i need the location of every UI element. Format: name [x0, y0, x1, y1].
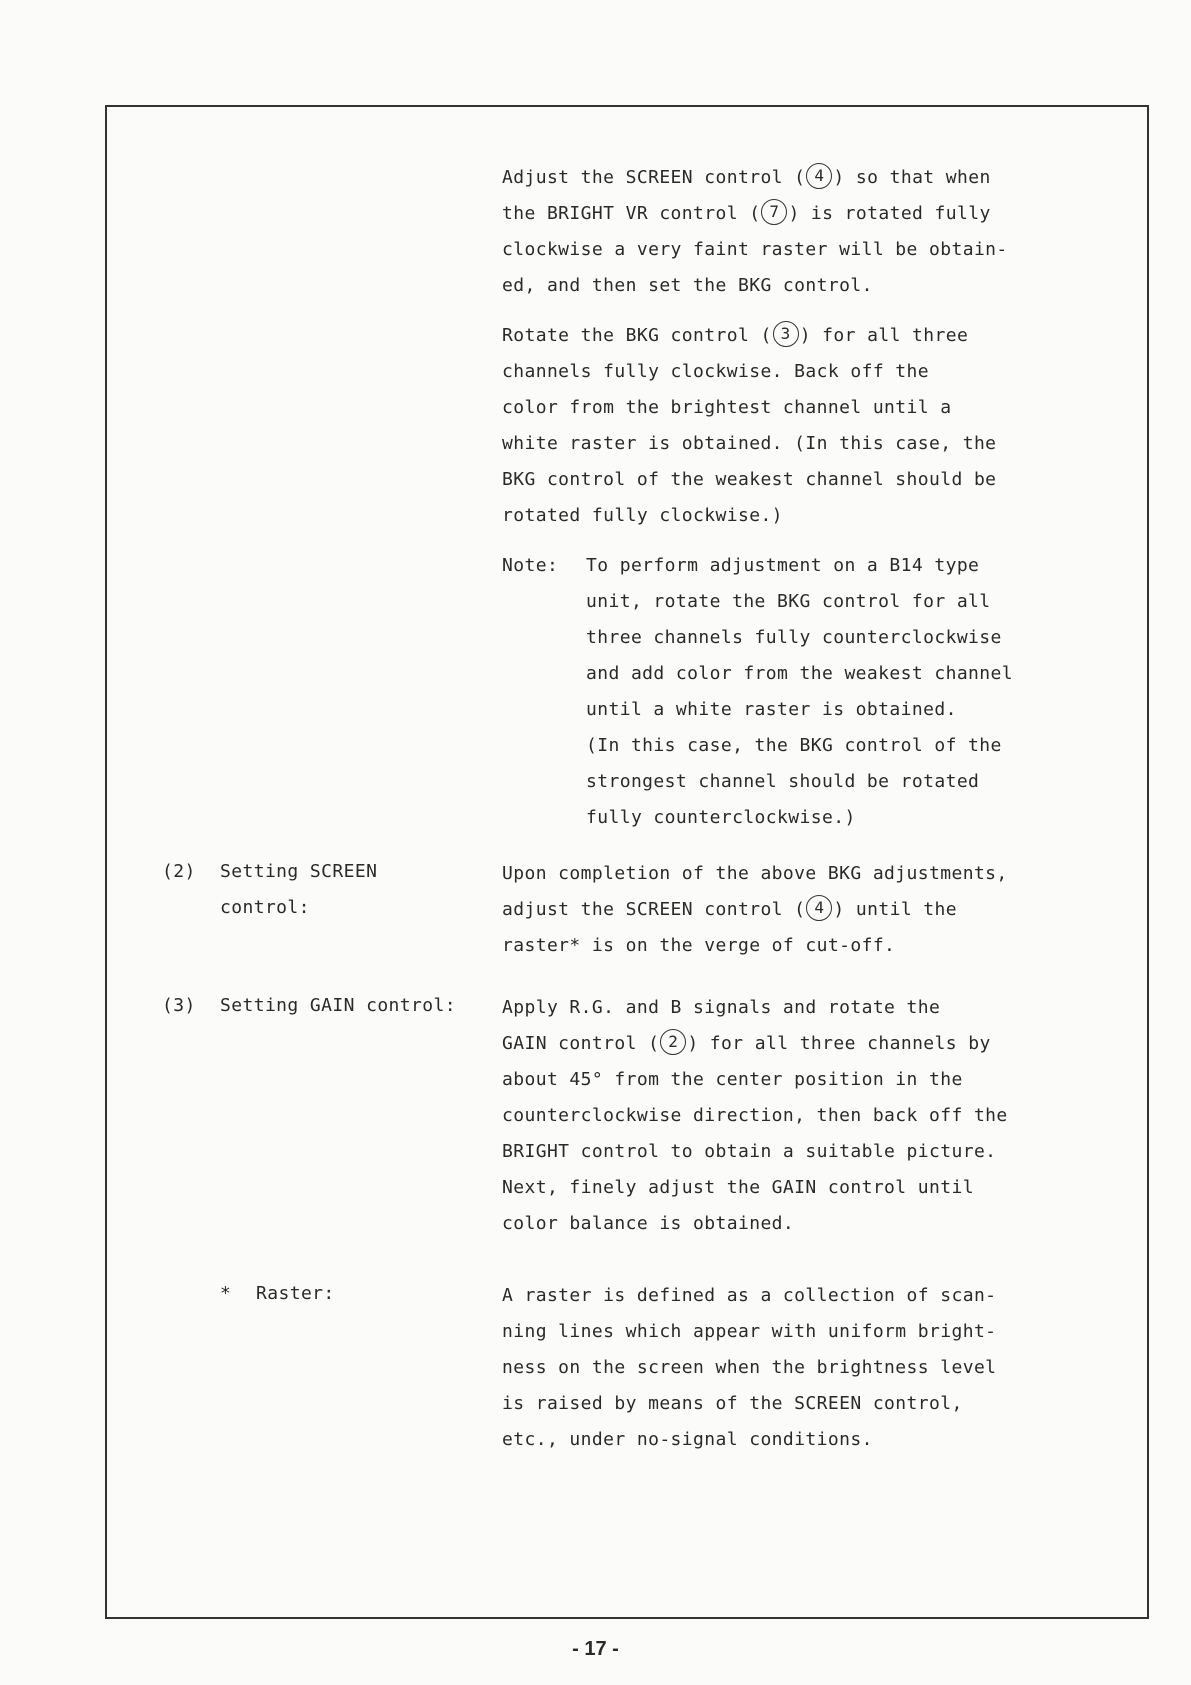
- text-line: and add color from the weakest channel: [586, 663, 1014, 684]
- text-line: the BRIGHT VR control ( 7 ) is rotated fully: [502, 196, 1008, 232]
- callout-number-icon: 3: [773, 321, 799, 347]
- text-line: GAIN control ( 2 ) for all three channels by: [502, 1026, 1008, 1062]
- text-line: color balance is obtained.: [502, 1213, 795, 1234]
- text-line: To perform adjustment on a B14 type: [586, 555, 980, 576]
- text-line: unit, rotate the BKG control for all: [586, 591, 991, 612]
- text-line: until a white raster is obtained.: [586, 699, 957, 720]
- text-line: etc., under no-signal conditions.: [502, 1429, 873, 1450]
- text-line: white raster is obtained. (In this case, the: [502, 433, 997, 454]
- footnote-term: Raster:: [256, 1283, 335, 1304]
- text-line: Next, finely adjust the GAIN control until: [502, 1177, 974, 1198]
- text-line: BKG control of the weakest channel should be: [502, 469, 997, 490]
- text-line: strongest channel should be rotated: [586, 771, 980, 792]
- text-line: clockwise a very faint raster will be obtain-: [502, 239, 1008, 260]
- section-heading: [220, 854, 377, 926]
- bkg-paragraph: [502, 318, 996, 534]
- text-line: Upon completion of the above BKG adjustments,: [502, 863, 1008, 884]
- text-line: A raster is defined as a collection of scan-: [502, 1285, 997, 1306]
- footnote-marker: *: [220, 1283, 232, 1304]
- callout-number-icon: 4: [806, 895, 832, 921]
- text-line: ning lines which appear with uniform bright-: [502, 1321, 997, 1342]
- note-label: Note:: [502, 555, 559, 576]
- callout-number-icon: 7: [761, 199, 787, 225]
- text-line: Rotate the BKG control ( 3 ) for all three: [502, 318, 996, 354]
- intro-paragraph: [502, 160, 1008, 304]
- text-line: three channels fully counterclockwise: [586, 627, 1002, 648]
- text-line: ness on the screen when the brightness level: [502, 1357, 997, 1378]
- callout-number-icon: 2: [660, 1029, 686, 1055]
- footnote-body: [502, 1278, 996, 1458]
- text-line: BRIGHT control to obtain a suitable picture.: [502, 1141, 997, 1162]
- callout-number-icon: 4: [806, 163, 832, 189]
- text-line: channels fully clockwise. Back off the: [502, 361, 930, 382]
- text-line: color from the brightest channel until a: [502, 397, 952, 418]
- heading-line: Setting SCREEN: [220, 861, 378, 882]
- text-line: is raised by means of the SCREEN control,: [502, 1393, 963, 1414]
- section-body: [502, 990, 1008, 1242]
- text-line: (In this case, the BKG control of the: [586, 735, 1002, 756]
- text-line: rotated fully clockwise.): [502, 505, 783, 526]
- text-line: raster* is on the verge of cut-off.: [502, 935, 896, 956]
- text-line: ed, and then set the BKG control.: [502, 275, 873, 296]
- page-number: - 17 -: [572, 1638, 619, 1660]
- text-line: counterclockwise direction, then back off the: [502, 1105, 1008, 1126]
- heading-line: control:: [220, 897, 310, 918]
- section-heading: Setting GAIN control:: [220, 995, 456, 1016]
- note-body: [586, 548, 1013, 836]
- section-number: (2): [162, 861, 196, 882]
- text-line: about 45° from the center position in the: [502, 1069, 963, 1090]
- text-line: adjust the SCREEN control ( 4 ) until the: [502, 892, 1008, 928]
- text-line: Adjust the SCREEN control ( 4 ) so that when: [502, 160, 1008, 196]
- text-line: fully counterclockwise.): [586, 807, 856, 828]
- text-line: Apply R.G. and B signals and rotate the: [502, 997, 941, 1018]
- section-body: [502, 856, 1008, 964]
- section-number: (3): [162, 995, 196, 1016]
